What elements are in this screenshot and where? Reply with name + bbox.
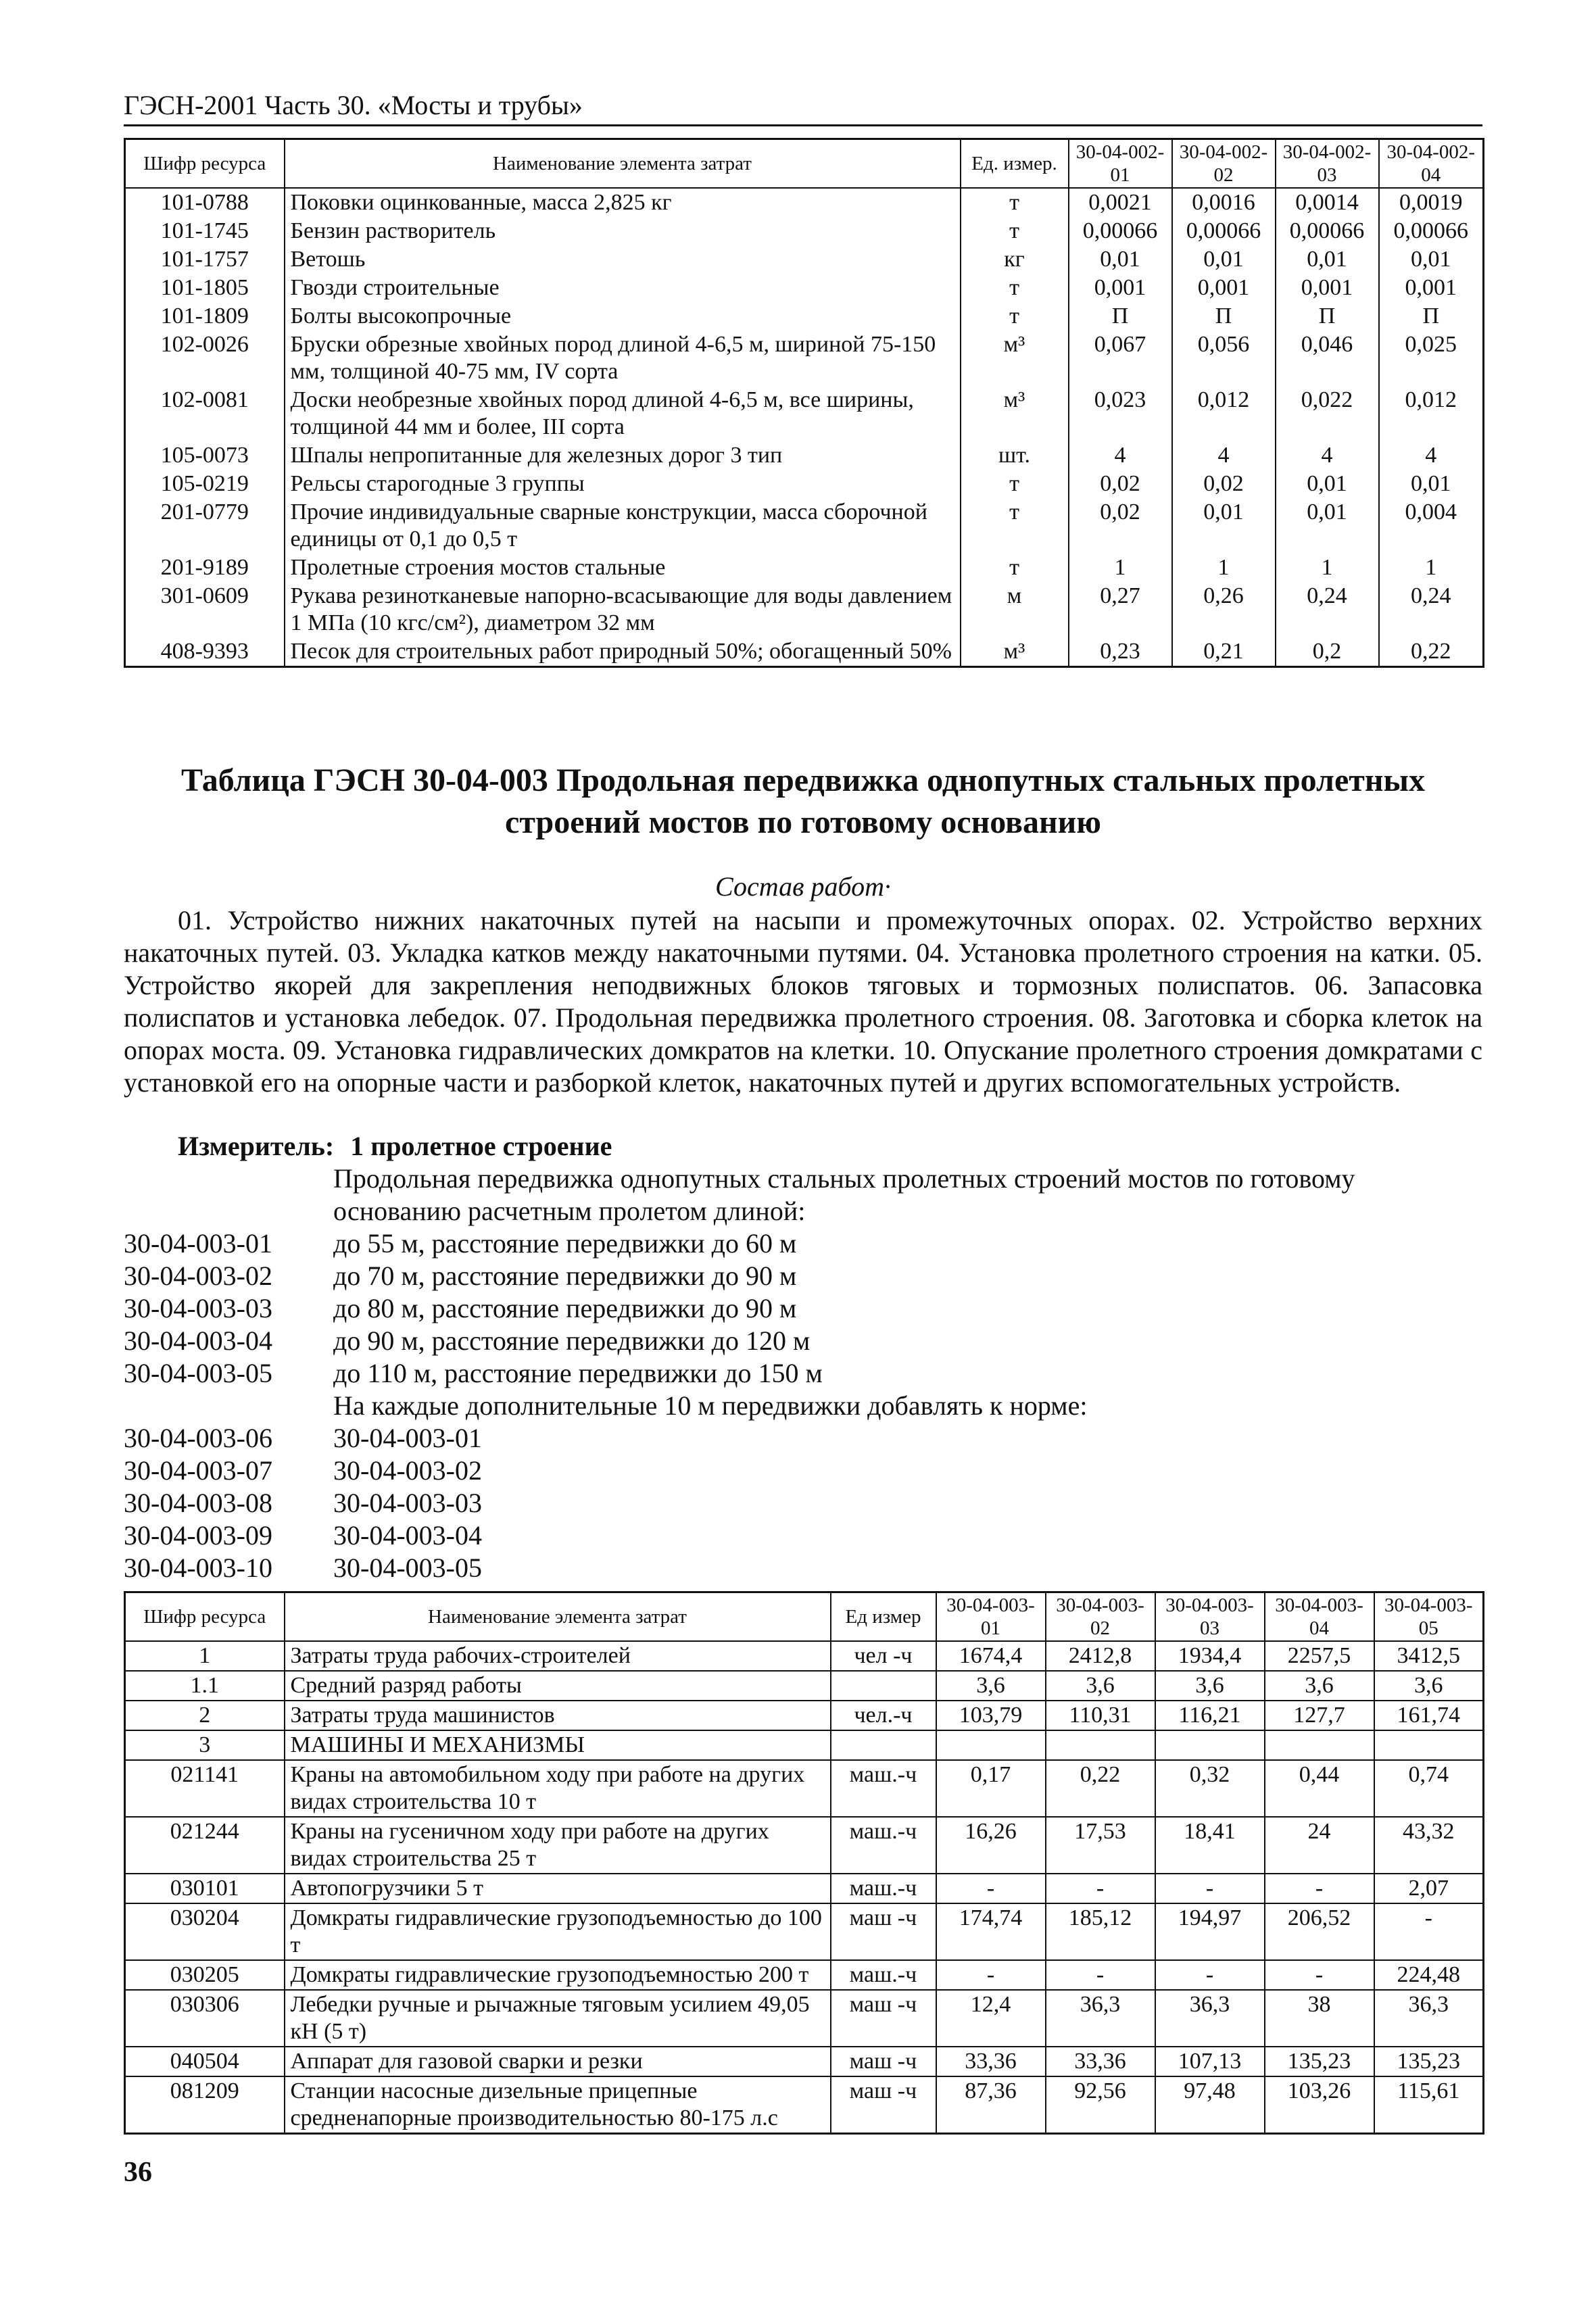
cell-unit: маш -ч: [831, 1990, 936, 2047]
table-row: [125, 1817, 1484, 1874]
code: 30-04-003-08: [124, 1488, 272, 1518]
cell-unit: т: [961, 554, 1069, 582]
cell-unit: маш.-ч: [831, 1960, 936, 1990]
code-row: [124, 1552, 1482, 1584]
cell-name: МАШИНЫ И МЕХАНИЗМЫ: [285, 1730, 831, 1760]
cell-code: 101-1745: [125, 217, 285, 245]
cell-value: [1374, 1730, 1484, 1760]
cell-unit: т: [961, 188, 1069, 217]
cell-value: 0,0016: [1172, 188, 1276, 217]
cell-value: -: [1374, 1903, 1484, 1960]
cell-code: 3: [125, 1730, 285, 1760]
cell-value: 0,01: [1276, 245, 1379, 274]
cell-value: 3,6: [1374, 1671, 1484, 1701]
intro-text: Продольная передвижка однопутных стальных пролетных строений мостов по готовому основанию расчетным пролетом длиной:: [333, 1163, 1355, 1226]
cell-value: 0,01: [1379, 245, 1484, 274]
cell-value: 38: [1265, 1990, 1374, 2047]
cell-name: Шпалы непропитанные для железных дорог 3 тип: [285, 441, 961, 470]
cell-value: [1155, 1730, 1265, 1760]
code-desc: до 110 м, расстояние передвижки до 150 м: [333, 1358, 823, 1388]
code-row: [124, 1325, 1482, 1357]
cell-code: 101-1757: [125, 245, 285, 274]
page-number: 36: [124, 2157, 152, 2188]
cell-code: 301-0609: [125, 582, 285, 637]
cell-value: 0,012: [1379, 386, 1484, 441]
code-desc: 30-04-003-01: [333, 1423, 482, 1453]
measure-line: [178, 1130, 612, 1163]
cell-code: 030306: [125, 1990, 285, 2047]
cell-code: 201-9189: [125, 554, 285, 582]
cell-unit: маш -ч: [831, 2047, 936, 2076]
column-header: Наименование элемента затрат: [285, 139, 961, 189]
cell-name: Доски необрезные хвойных пород длиной 4-6,5 м, все ширины, толщиной 44 мм и более, III сорта: [285, 386, 961, 441]
cell-unit: чел.-ч: [831, 1701, 936, 1730]
code-desc: 30-04-003-03: [333, 1488, 482, 1518]
cell-value: 107,13: [1155, 2047, 1265, 2076]
table-row: [125, 582, 1484, 637]
cell-value: 161,74: [1374, 1701, 1484, 1730]
cell-value: -: [936, 1960, 1046, 1990]
cell-value: 3,6: [1265, 1671, 1374, 1701]
cell-unit: чел -ч: [831, 1641, 936, 1671]
cell-value: 0,004: [1379, 498, 1484, 554]
cell-value: 36,3: [1155, 1990, 1265, 2047]
cell-value: 43,32: [1374, 1817, 1484, 1874]
table-row: [125, 1960, 1484, 1990]
cell-code: 030205: [125, 1960, 285, 1990]
cell-value: 2257,5: [1265, 1641, 1374, 1671]
cell-value: 87,36: [936, 2076, 1046, 2134]
table-row: [125, 1874, 1484, 1903]
cell-value: 92,56: [1046, 2076, 1155, 2134]
table-row: [125, 554, 1484, 582]
cell-value: П: [1069, 302, 1172, 331]
code-desc: 30-04-003-02: [333, 1455, 482, 1486]
table-row: [125, 1903, 1484, 1960]
cell-value: 224,48: [1374, 1960, 1484, 1990]
code-desc: 30-04-003-04: [333, 1520, 482, 1551]
cell-value: 0,17: [936, 1760, 1046, 1817]
cell-value: 0,32: [1155, 1760, 1265, 1817]
cell-name: Домкраты гидравлические грузоподъемностью до 100 т: [285, 1903, 831, 1960]
cell-unit: маш.-ч: [831, 1874, 936, 1903]
cell-value: -: [1046, 1960, 1155, 1990]
cell-code: 2: [125, 1701, 285, 1730]
cell-value: 0,27: [1069, 582, 1172, 637]
table-row: [125, 498, 1484, 554]
cell-code: 408-9393: [125, 637, 285, 667]
column-header: 30-04-002-04: [1379, 139, 1484, 189]
cell-name: Гвозди строительные: [285, 274, 961, 302]
code-desc: 30-04-003-05: [333, 1553, 482, 1583]
cell-value: 0,23: [1069, 637, 1172, 667]
code-row: [124, 1422, 1482, 1455]
table-row: [125, 2076, 1484, 2134]
cell-value: 0,001: [1172, 274, 1276, 302]
cell-unit: м³: [961, 637, 1069, 667]
code: 30-04-003-10: [124, 1553, 272, 1583]
cell-name: Краны на автомобильном ходу при работе на других видах строительства 10 т: [285, 1760, 831, 1817]
cell-unit: т: [961, 217, 1069, 245]
cell-code: 105-0219: [125, 470, 285, 498]
sostav-text: 01. Устройство нижних накаточных путей на насыпи и промежуточных опорах. 02. Устройство верхних накаточных путей. 03. Укладка катков между накаточными путями. 04. Установка пролетного строения на катки. 05. Устройство якорей для закрепления неподвижных блоков тяговых и тормозных полиспатов. 06. Запасовка полиспатов и установка лебедок. 07. Продольная передвижка пролетного строения. 08. Заготовка и сборка клеток на опорах моста. 09. Установка гидравлических домкратов на клетки. 10. Опускание пролетного строения домкратами с установкой его на опорные части и разборкой клеток, накаточных путей и других вспомогательных устройств.: [124, 905, 1482, 1098]
cell-value: [936, 1730, 1046, 1760]
cell-value: 24: [1265, 1817, 1374, 1874]
cell-name: Ветошь: [285, 245, 961, 274]
add-note: На каждые дополнительные 10 м передвижки добавлять к норме:: [333, 1390, 1088, 1421]
cell-value: -: [1155, 1874, 1265, 1903]
table-row: [125, 188, 1484, 217]
column-header: Ед. измер.: [961, 139, 1069, 189]
cell-value: 0,00066: [1379, 217, 1484, 245]
cell-unit: шт.: [961, 441, 1069, 470]
cell-value: 36,3: [1374, 1990, 1484, 2047]
table-row: [125, 245, 1484, 274]
code-row: [124, 1487, 1482, 1519]
cell-code: 1.1: [125, 1671, 285, 1701]
table-row: [125, 470, 1484, 498]
cell-value: 0,44: [1265, 1760, 1374, 1817]
cell-value: П: [1379, 302, 1484, 331]
table-row: [125, 1730, 1484, 1760]
cell-value: 0,00066: [1172, 217, 1276, 245]
cell-value: -: [936, 1874, 1046, 1903]
column-header: Шифр ресурса: [125, 139, 285, 189]
cell-unit: маш -ч: [831, 2076, 936, 2134]
code: 30-04-003-06: [124, 1423, 272, 1453]
cell-unit: т: [961, 470, 1069, 498]
cell-code: 102-0081: [125, 386, 285, 441]
cell-value: 0,74: [1374, 1760, 1484, 1817]
cell-value: 0,22: [1379, 637, 1484, 667]
cell-value: 1: [1069, 554, 1172, 582]
cell-name: Болты высокопрочные: [285, 302, 961, 331]
cell-unit: т: [961, 274, 1069, 302]
cell-code: 030204: [125, 1903, 285, 1960]
cell-value: 0,00066: [1069, 217, 1172, 245]
table-title: Таблица ГЭСН 30-04-003 Продольная передвижка однопутных стальных пролетных строений мостов по готовому основанию: [180, 762, 1425, 840]
cell-value: 0,001: [1379, 274, 1484, 302]
cell-value: -: [1155, 1960, 1265, 1990]
cell-value: П: [1276, 302, 1379, 331]
cell-code: 030101: [125, 1874, 285, 1903]
cell-value: 0,001: [1069, 274, 1172, 302]
table-row: [125, 441, 1484, 470]
cell-code: 081209: [125, 2076, 285, 2134]
cell-value: 3,6: [1155, 1671, 1265, 1701]
cell-value: 0,02: [1069, 470, 1172, 498]
cell-name: Домкраты гидравлические грузоподъемностью 200 т: [285, 1960, 831, 1990]
cell-unit: кг: [961, 245, 1069, 274]
cell-value: 115,61: [1374, 2076, 1484, 2134]
column-header: Шифр ресурса: [125, 1592, 285, 1642]
code-desc: до 70 м, расстояние передвижки до 90 м: [333, 1261, 797, 1291]
cell-value: 0,0014: [1276, 188, 1379, 217]
cell-value: -: [1265, 1960, 1374, 1990]
column-header: 30-04-003-01: [936, 1592, 1046, 1642]
table-row: [125, 1641, 1484, 1671]
code-row: [124, 1519, 1482, 1552]
cell-value: 2,07: [1374, 1874, 1484, 1903]
cell-value: 3,6: [1046, 1671, 1155, 1701]
cell-value: 0,00066: [1276, 217, 1379, 245]
table-row: [125, 386, 1484, 441]
cell-name: Поковки оцинкованные, масса 2,825 кг: [285, 188, 961, 217]
cell-value: 0,0019: [1379, 188, 1484, 217]
cell-code: 021141: [125, 1760, 285, 1817]
cell-value: 12,4: [936, 1990, 1046, 2047]
cell-name: Песок для строительных работ природный 50%; обогащенный 50%: [285, 637, 961, 667]
cell-name: Пролетные строения мостов стальные: [285, 554, 961, 582]
cell-value: 0,012: [1172, 386, 1276, 441]
cell-value: 0,022: [1276, 386, 1379, 441]
code-desc: до 55 м, расстояние передвижки до 60 м: [333, 1228, 797, 1259]
cell-name: Станции насосные дизельные прицепные средненапорные производительностью 80-175 л.с: [285, 2076, 831, 2134]
cell-name: Бензин растворитель: [285, 217, 961, 245]
cell-unit: м³: [961, 386, 1069, 441]
table-row: [125, 637, 1484, 667]
cell-value: 0,24: [1276, 582, 1379, 637]
code-row: [124, 1227, 1482, 1260]
cell-value: 4: [1172, 441, 1276, 470]
cell-unit: м: [961, 582, 1069, 637]
cell-name: Бруски обрезные хвойных пород длиной 4-6,5 м, шириной 75-150 мм, толщиной 40-75 мм, IV сорта: [285, 331, 961, 386]
cell-value: 0,025: [1379, 331, 1484, 386]
cell-value: 135,23: [1265, 2047, 1374, 2076]
cell-value: 16,26: [936, 1817, 1046, 1874]
cell-value: [1046, 1730, 1155, 1760]
table-row: [125, 1760, 1484, 1817]
cell-name: Автопогрузчики 5 т: [285, 1874, 831, 1903]
cell-code: 201-0779: [125, 498, 285, 554]
code: 30-04-003-02: [124, 1261, 272, 1291]
cell-value: 33,36: [936, 2047, 1046, 2076]
cell-value: П: [1172, 302, 1276, 331]
cell-value: 185,12: [1046, 1903, 1155, 1960]
cell-name: Прочие индивидуальные сварные конструкции, масса сборочной единицы от 0,1 до 0,5 т: [285, 498, 961, 554]
cell-value: -: [1046, 1874, 1155, 1903]
column-header: 30-04-002-03: [1276, 139, 1379, 189]
cell-value: 4: [1276, 441, 1379, 470]
column-header: 30-04-003-04: [1265, 1592, 1374, 1642]
cell-value: 206,52: [1265, 1903, 1374, 1960]
cell-value: 103,26: [1265, 2076, 1374, 2134]
cell-value: 0,01: [1276, 470, 1379, 498]
cell-value: 17,53: [1046, 1817, 1155, 1874]
cell-value: 135,23: [1374, 2047, 1484, 2076]
cell-value: 0,2: [1276, 637, 1379, 667]
table-row: [125, 2047, 1484, 2076]
cell-name: Лебедки ручные и рычажные тяговым усилием 49,05 кН (5 т): [285, 1990, 831, 2047]
cell-value: 0,023: [1069, 386, 1172, 441]
cell-unit: т: [961, 302, 1069, 331]
cell-value: 0,067: [1069, 331, 1172, 386]
code-desc: до 90 м, расстояние передвижки до 120 м: [333, 1325, 811, 1356]
cell-code: 102-0026: [125, 331, 285, 386]
code-row: [124, 1357, 1482, 1390]
cell-name: Аппарат для газовой сварки и резки: [285, 2047, 831, 2076]
cell-code: 021244: [125, 1817, 285, 1874]
column-header: 30-04-002-02: [1172, 139, 1276, 189]
cell-value: 3,6: [936, 1671, 1046, 1701]
cell-value: 0,24: [1379, 582, 1484, 637]
code: 30-04-003-01: [124, 1228, 272, 1259]
cell-value: 0,0021: [1069, 188, 1172, 217]
cell-code: 101-1805: [125, 274, 285, 302]
cell-value: 1: [1276, 554, 1379, 582]
column-header: Ед измер: [831, 1592, 936, 1642]
cell-value: 2412,8: [1046, 1641, 1155, 1671]
table-row: [125, 302, 1484, 331]
cell-value: 0,02: [1172, 470, 1276, 498]
cell-value: 1934,4: [1155, 1641, 1265, 1671]
cell-code: 1: [125, 1641, 285, 1671]
column-header: 30-04-003-03: [1155, 1592, 1265, 1642]
page-header: ГЭСН-2001 Часть 30. «Мосты и трубы»: [124, 89, 1482, 126]
resources-table-1: [124, 138, 1484, 668]
cell-value: 4: [1069, 441, 1172, 470]
cell-value: 33,36: [1046, 2047, 1155, 2076]
measure-label: Измеритель:: [178, 1131, 335, 1161]
cell-name: Рукава резинотканевые напорно-всасывающие для воды давлением 1 МПа (10 кгс/см²), диаметром 32 мм: [285, 582, 961, 637]
cell-value: 174,74: [936, 1903, 1046, 1960]
cell-value: 0,01: [1379, 470, 1484, 498]
cell-code: 101-1809: [125, 302, 285, 331]
code-row: [124, 1260, 1482, 1292]
cell-code: 040504: [125, 2047, 285, 2076]
cell-value: 3412,5: [1374, 1641, 1484, 1671]
cell-value: 18,41: [1155, 1817, 1265, 1874]
cell-value: 97,48: [1155, 2076, 1265, 2134]
cell-value: 0,056: [1172, 331, 1276, 386]
cell-value: 0,01: [1172, 498, 1276, 554]
cell-value: 0,01: [1276, 498, 1379, 554]
cell-value: 0,01: [1069, 245, 1172, 274]
column-header: 30-04-003-05: [1374, 1592, 1484, 1642]
code-row: [124, 1292, 1482, 1325]
cell-value: 1: [1172, 554, 1276, 582]
cell-value: 0,001: [1276, 274, 1379, 302]
cell-value: 103,79: [936, 1701, 1046, 1730]
cell-unit: маш.-ч: [831, 1760, 936, 1817]
cell-unit: м³: [961, 331, 1069, 386]
cell-value: 0,22: [1046, 1760, 1155, 1817]
cell-code: 105-0073: [125, 441, 285, 470]
add-note-row: [124, 1390, 1482, 1422]
cell-name: Затраты труда рабочих-строителей: [285, 1641, 831, 1671]
cell-unit: маш.-ч: [831, 1817, 936, 1874]
table-row: [125, 1671, 1484, 1701]
sostav-title: Состав работ·: [715, 871, 891, 902]
cell-value: 194,97: [1155, 1903, 1265, 1960]
cell-value: 116,21: [1155, 1701, 1265, 1730]
code: 30-04-003-05: [124, 1358, 272, 1388]
cell-value: 127,7: [1265, 1701, 1374, 1730]
cell-value: 36,3: [1046, 1990, 1155, 2047]
cell-name: Краны на гусеничном ходу при работе на других видах строительства 25 т: [285, 1817, 831, 1874]
cell-unit: т: [961, 498, 1069, 554]
cell-value: [1265, 1730, 1374, 1760]
cell-value: 0,02: [1069, 498, 1172, 554]
table-row: [125, 274, 1484, 302]
column-header: 30-04-002-01: [1069, 139, 1172, 189]
cell-unit: маш -ч: [831, 1903, 936, 1960]
cell-value: 0,01: [1172, 245, 1276, 274]
code: 30-04-003-09: [124, 1520, 272, 1551]
cell-value: -: [1265, 1874, 1374, 1903]
code-row: [124, 1455, 1482, 1487]
cell-name: Рельсы старогодные 3 группы: [285, 470, 961, 498]
cell-value: 0,21: [1172, 637, 1276, 667]
cell-value: 1: [1379, 554, 1484, 582]
cell-value: 4: [1379, 441, 1484, 470]
cell-code: 101-0788: [125, 188, 285, 217]
table-row: [125, 1701, 1484, 1730]
column-header: 30-04-003-02: [1046, 1592, 1155, 1642]
code: 30-04-003-04: [124, 1325, 272, 1356]
table-row: [125, 1990, 1484, 2047]
table-row: [125, 331, 1484, 386]
code: 30-04-003-07: [124, 1455, 272, 1486]
resources-table-2: [124, 1591, 1484, 2135]
column-header: Наименование элемента затрат: [285, 1592, 831, 1642]
code-desc: до 80 м, расстояние передвижки до 90 м: [333, 1293, 797, 1323]
cell-value: 0,26: [1172, 582, 1276, 637]
measure-value: 1 пролетное строение: [350, 1131, 612, 1161]
code: 30-04-003-03: [124, 1293, 272, 1323]
cell-value: 0,046: [1276, 331, 1379, 386]
cell-name: Затраты труда машинистов: [285, 1701, 831, 1730]
cell-unit: [831, 1730, 936, 1760]
table-row: [125, 217, 1484, 245]
codes-list: [124, 1227, 1482, 1584]
cell-value: 1674,4: [936, 1641, 1046, 1671]
cell-name: Средний разряд работы: [285, 1671, 831, 1701]
cell-value: 110,31: [1046, 1701, 1155, 1730]
cell-unit: [831, 1671, 936, 1701]
